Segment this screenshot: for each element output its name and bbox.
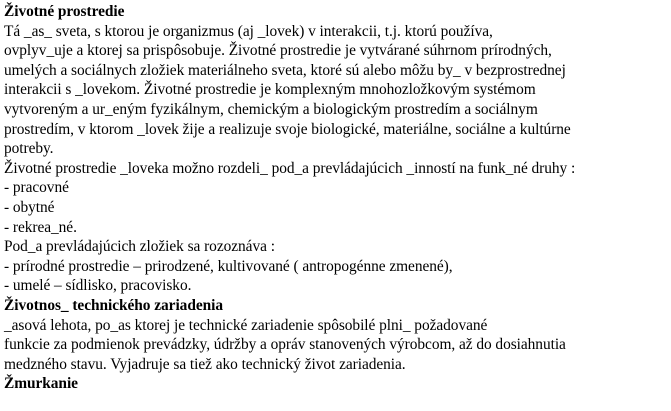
paragraph-line: vytvoreným a ur_eným fyzikálnym, chemickým a biologickým prostredím a sociálnym: [4, 100, 538, 118]
list-item: - prírodné prostredie – prirodzené, kultivované ( antropogénne zmenené),: [4, 257, 453, 275]
list-item: - pracovné: [4, 179, 69, 197]
paragraph-line: prostredím, v ktorom _lovek žije a realizuje svoje biologické, materiálne, sociálne a kultúrne: [4, 120, 571, 138]
paragraph-line: _asová lehota, po_as ktorej je technické zariadenie spôsobilé plni_ požadované: [4, 316, 488, 334]
section-heading-zivotne-prostredie: Životné prostredie: [4, 3, 125, 20]
list-item: - umelé – sídlisko, pracovisko.: [4, 277, 192, 295]
document-body: [4, 2, 668, 394]
section-heading-zivotnost: Životnos_ technického zariadenia: [4, 296, 224, 314]
paragraph-line: interakcii s _lovekom. Životné prostredie je komplexným mnohozložkovým systémom: [4, 81, 536, 99]
paragraph-line: potreby.: [4, 140, 54, 158]
paragraph-line: Životné prostredie _loveka možno rozdeli_ pod_a prevládajúcich _inností na funk_né druhy :: [4, 159, 576, 177]
paragraph-line: ovplyv_uje a ktorej sa prispôsobuje. Životné prostredie je vytvárané súhrnom prírodných,: [4, 42, 552, 60]
paragraph-line: Pod_a prevládajúcich zložiek sa rozoznáva :: [4, 238, 275, 256]
list-item: - obytné: [4, 198, 55, 216]
paragraph-line: Tá _as_ sveta, s ktorou je organizmus (aj _lovek) v interakcii, t.j. ktorú používa,: [4, 22, 493, 40]
paragraph-line: umelých a sociálnych zložiek materiálneho sveta, ktoré sú alebo môžu by_ v bezprostrednej: [4, 61, 566, 79]
paragraph-line: medzného stavu. Vyjadruje sa tiež ako technický život zariadenia.: [4, 355, 406, 373]
list-item: - rekrea_né.: [4, 218, 77, 236]
paragraph-line: funkcie za podmienok prevádzky, údržby a opráv stanovených výrobcom, až do dosiahnutia: [4, 336, 566, 354]
section-heading-zmurkanie: Žmurkanie: [4, 375, 78, 393]
